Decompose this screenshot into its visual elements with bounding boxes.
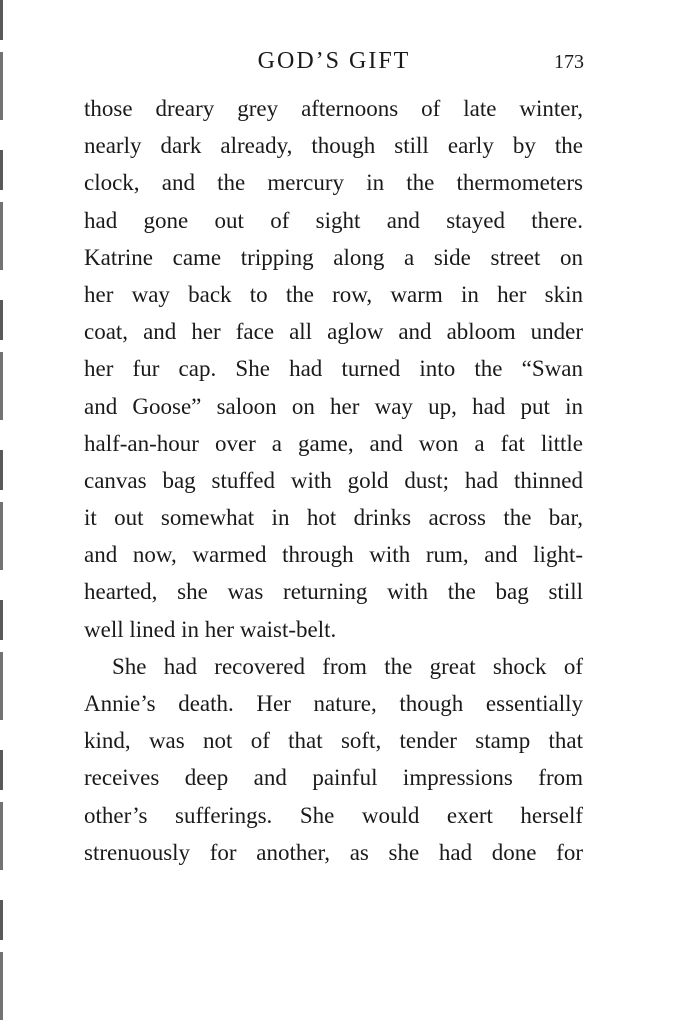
text-line: had gone out of sight and stayed there. — [84, 207, 583, 233]
text-line: her fur cap. She had turned into the “Swan — [84, 356, 583, 382]
text-line: hearted, she was returning with the bag still — [84, 579, 583, 605]
text-line: coat, and her face all aglow and abloom under — [84, 319, 583, 345]
text-line: Annie’s death. Her nature, though essentially — [84, 691, 583, 716]
page-number: 173 — [554, 51, 584, 73]
text-line: well lined in her waist-belt. — [84, 616, 337, 642]
text-line: kind, was not of that soft, tender stamp that — [84, 728, 583, 754]
text-line: it out somewhat in hot drinks across the bar, — [84, 505, 583, 531]
text-line: and Goose” saloon on her way up, had put in — [84, 393, 583, 419]
text-line: receives deep and painful impressions from — [84, 765, 583, 791]
text-line: Katrine came tripping along a side street on — [84, 244, 583, 270]
text-line: She had recovered from the great shock of — [112, 653, 583, 679]
page-text — [84, 90, 583, 871]
text-line: those dreary grey afternoons of late winter, — [84, 96, 583, 121]
scan-edge — [0, 0, 3, 1036]
text-line: and now, warmed through with rum, and light- — [84, 542, 583, 568]
paragraph-2 — [84, 648, 583, 871]
running-title: GOD’S GIFT — [257, 48, 411, 74]
text-line: half-an-hour over a game, and won a fat little — [84, 430, 583, 456]
text-line: other’s sufferings. She would exert herself — [84, 802, 583, 828]
text-line: clock, and the mercury in the thermometers — [84, 170, 583, 196]
text-line: her way back to the row, warm in her skin — [84, 281, 583, 307]
text-line: strenuously for another, as she had done for — [84, 839, 583, 865]
text-line: nearly dark already, though still early by the — [84, 133, 583, 159]
paragraph-1 — [84, 90, 583, 648]
text-line: canvas bag stuffed with gold dust; had thinned — [84, 467, 583, 493]
running-head — [84, 44, 584, 80]
